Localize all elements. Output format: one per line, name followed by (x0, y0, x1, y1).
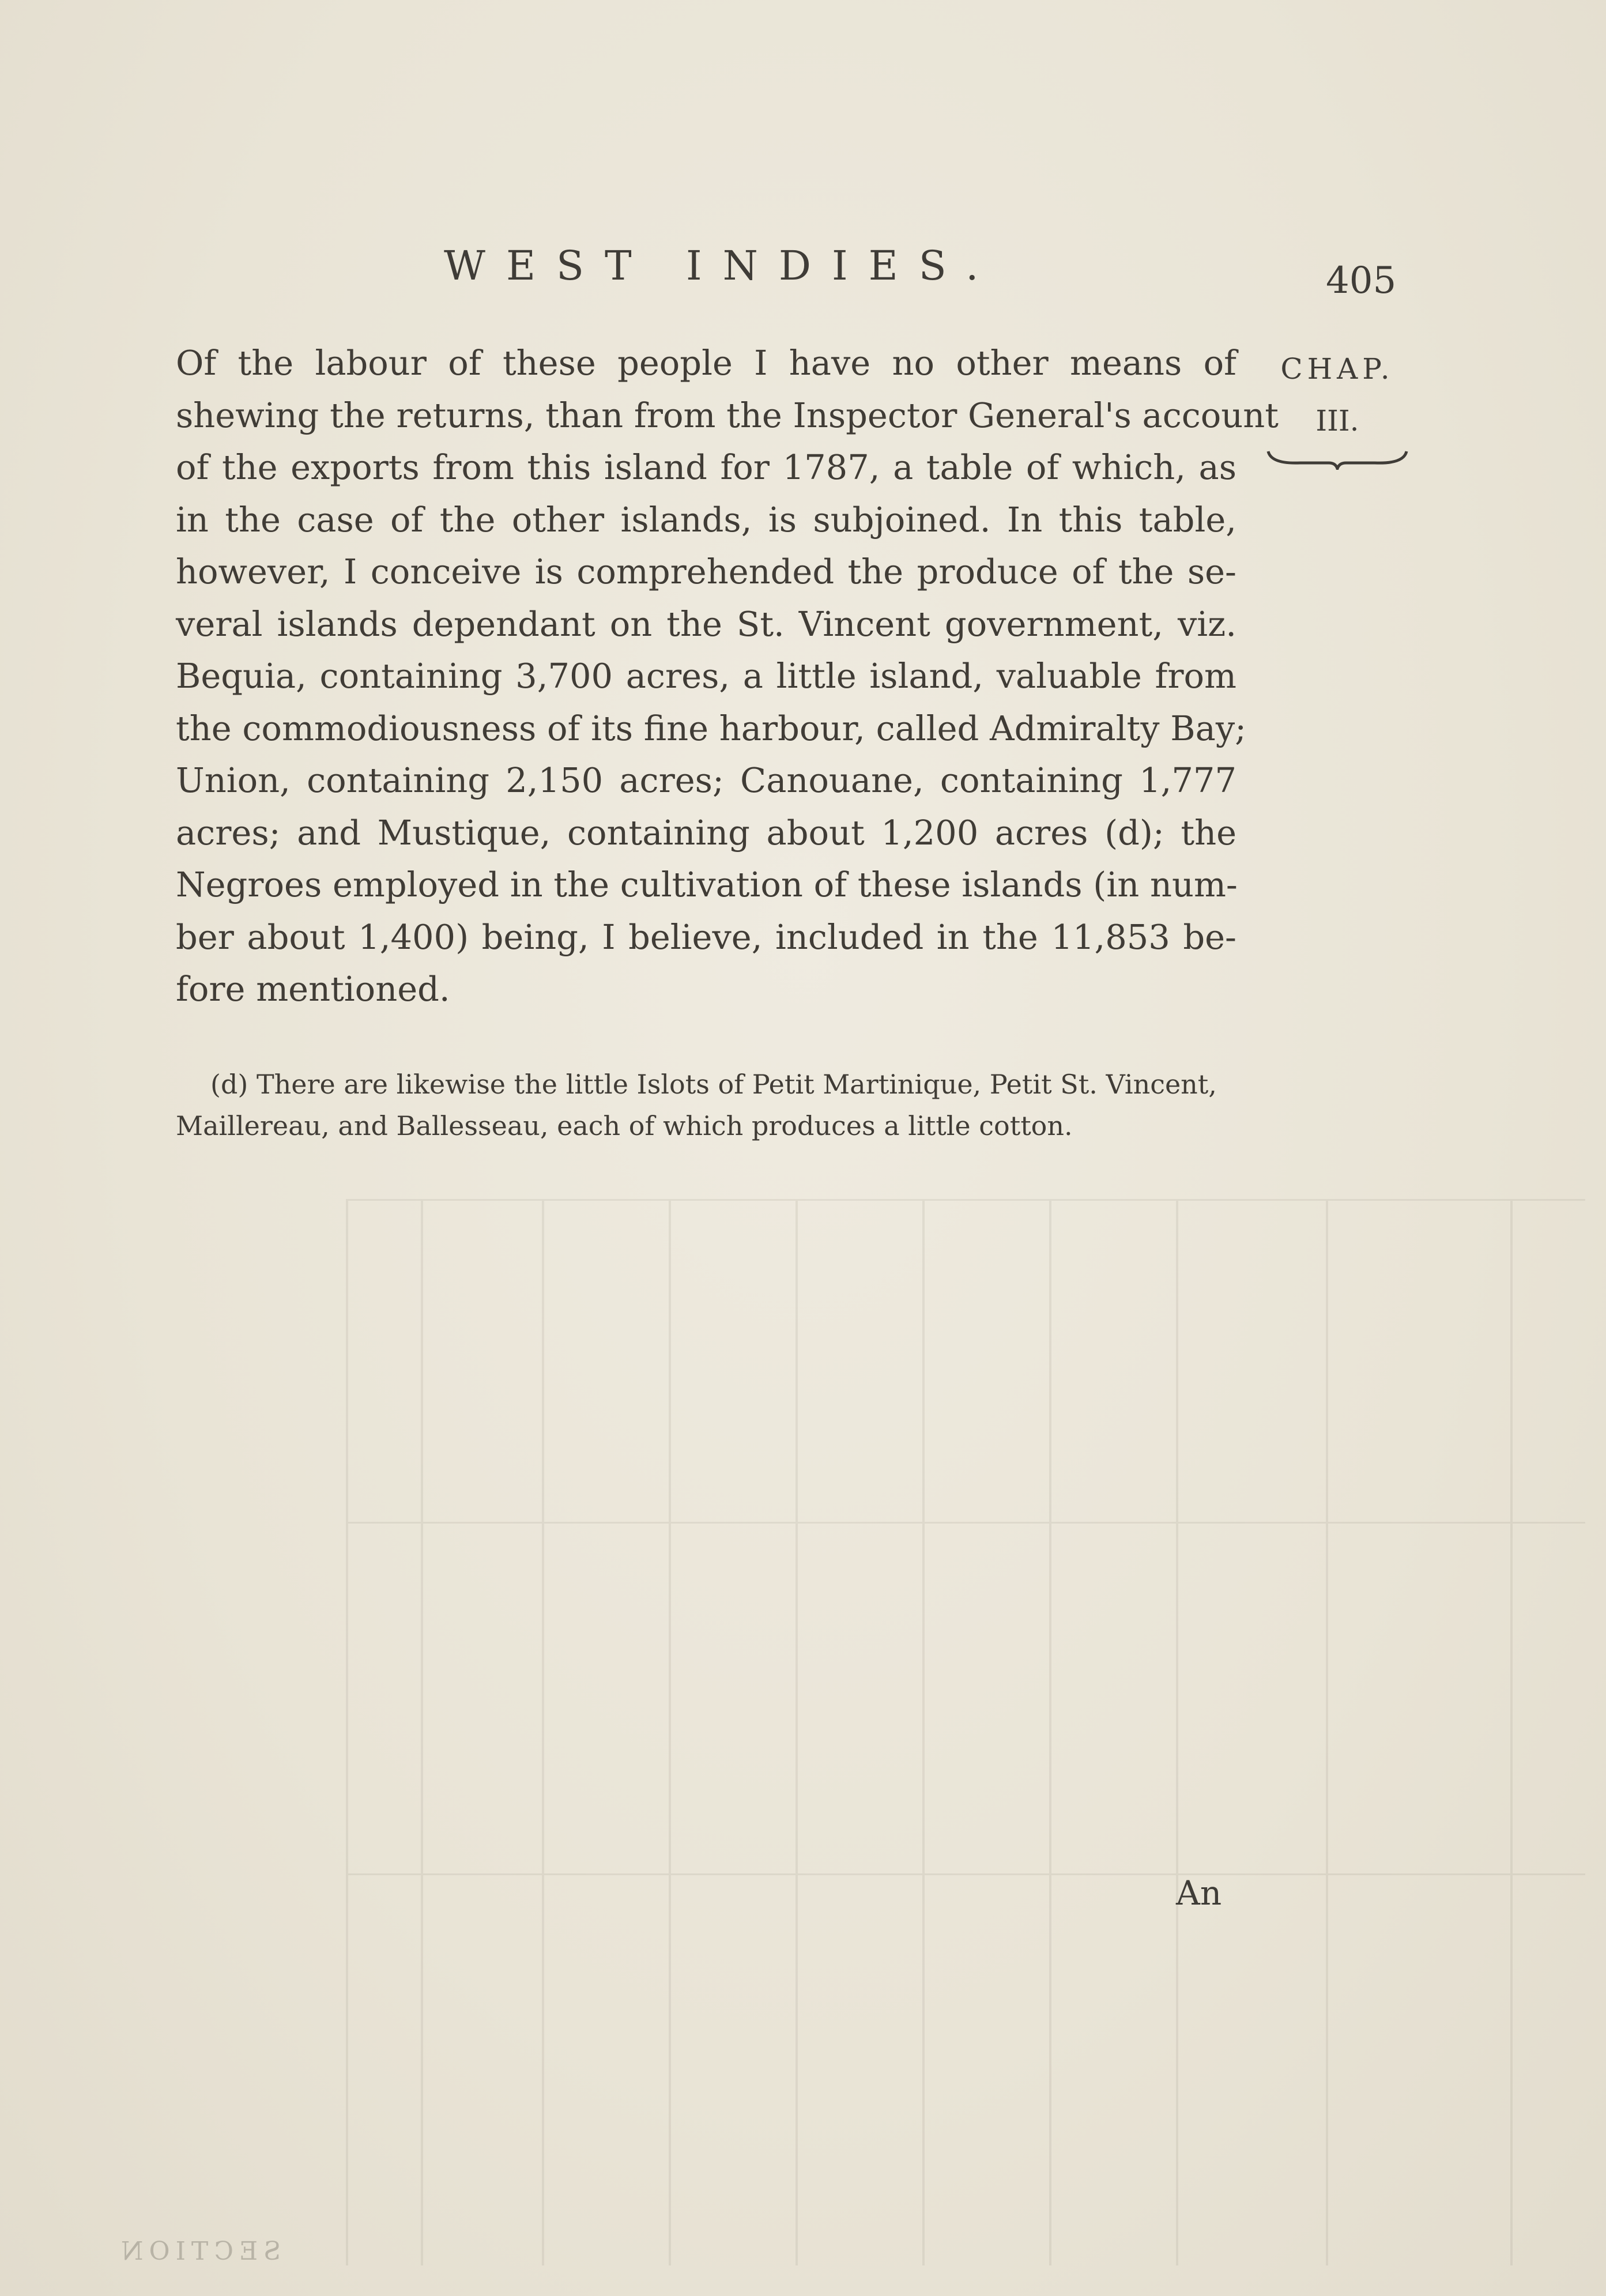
body-line-6: veral islands dependant on the St. Vincent government, viz. (176, 604, 1236, 644)
body-line-13: fore mentioned. (176, 969, 450, 1009)
body-line-2: shewing the returns, than from the Inspector General's account (176, 395, 1279, 435)
brace-ornament-icon (1265, 447, 1409, 470)
body-line-3: of the exports from this island for 1787, a table of which, as (176, 447, 1236, 487)
body-line-7: Bequia, containing 3,700 acres, a little island, valuable from (176, 656, 1236, 696)
margin-note (1257, 343, 1418, 470)
chapter-label: CHAP. (1280, 352, 1394, 386)
footnote-line-2: Maillereau, and Ballesseau, each of which produces a little cotton. (176, 1110, 1073, 1141)
bleed-through-word: SECTION (115, 2237, 281, 2266)
catchword: An (1176, 1873, 1222, 1913)
bleed-through-table (346, 1199, 1585, 2265)
body-line-9: Union, containing 2,150 acres; Canouane, containing 1,777 (176, 760, 1236, 800)
footnote-line-1: (d) There are likewise the little Islots of Petit Martinique, Petit St. Vincent, (210, 1069, 1217, 1100)
footnote (176, 1064, 1236, 1147)
running-head: WEST INDIES. (444, 242, 1000, 289)
body-paragraph (176, 337, 1279, 1016)
body-line-12: ber about 1,400) being, I believe, included in the 11,853 be- (176, 917, 1236, 957)
body-line-10: acres; and Mustique, containing about 1,200 acres (d); the (176, 812, 1236, 853)
body-line-11: Negroes employed in the cultivation of these islands (in num- (176, 865, 1238, 904)
body-line-1: Of the labour of these people I have no other means of (176, 343, 1236, 383)
body-line-4: in the case of the other islands, is subjoined. In this table, (176, 499, 1236, 540)
body-line-8: the commodiousness of its fine harbour, called Admiralty Bay; (176, 708, 1247, 748)
page-number: 405 (1326, 259, 1397, 302)
chapter-number: III. (1315, 404, 1359, 438)
body-line-5: however, I conceive is comprehended the produce of the se- (176, 552, 1236, 591)
